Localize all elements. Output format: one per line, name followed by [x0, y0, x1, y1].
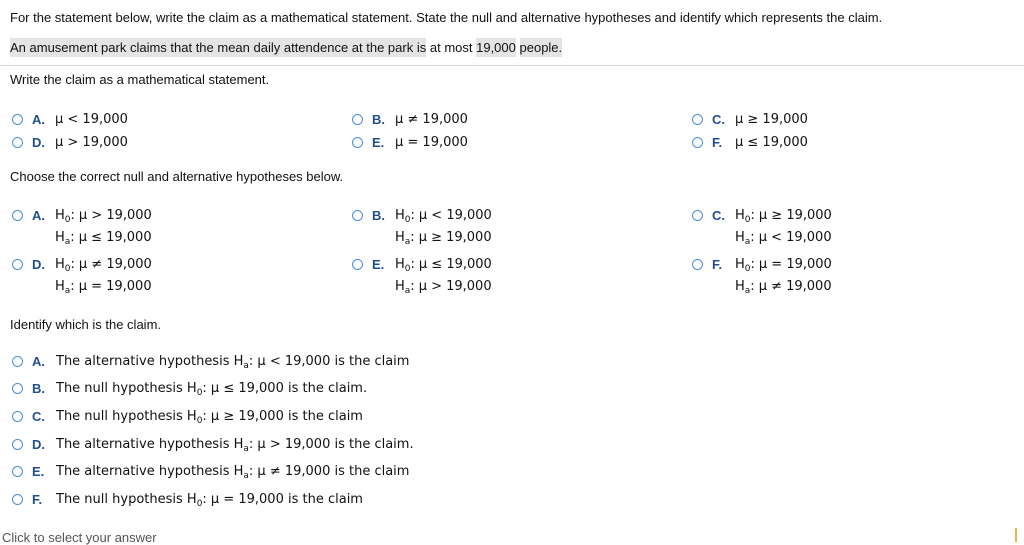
- q2-radio-c[interactable]: [692, 210, 703, 221]
- q1-letter-c: C.: [712, 112, 725, 127]
- q2-letter-a: A.: [32, 208, 45, 223]
- q3-letter-e: E.: [32, 464, 45, 479]
- problem-statement: [10, 40, 562, 55]
- q2-h0-c: $H_0$: μ ≥ 19,000: [735, 208, 832, 225]
- q3-radio-b[interactable]: [12, 383, 23, 394]
- q1-expr-e: μ = 19,000: [395, 135, 468, 150]
- q2-letter-b: B.: [372, 208, 385, 223]
- q1-expr-f: μ ≤ 19,000: [735, 135, 808, 150]
- q3-letter-b: B.: [32, 381, 45, 396]
- q1-letter-a: A.: [32, 112, 45, 127]
- q1-letter-e: E.: [372, 135, 385, 150]
- statement-part4: people.: [519, 40, 563, 55]
- q3-letter-f: F.: [32, 492, 43, 507]
- q3-letter-a: A.: [32, 354, 45, 369]
- q3-text-a: The alternative hypothesis $H_a$: μ < 19,000 is the claim: [56, 354, 410, 371]
- q2-radio-b[interactable]: [352, 210, 363, 221]
- q2-letter-c: C.: [712, 208, 725, 223]
- q3-text-c: The null hypothesis $H_0$: μ ≥ 19,000 is the claim: [56, 409, 363, 426]
- q1-radio-b[interactable]: [352, 114, 363, 125]
- q3-radio-a[interactable]: [12, 356, 23, 367]
- q2-ha-b: $H_a$: μ ≥ 19,000: [395, 230, 492, 247]
- q2-radio-d[interactable]: [12, 259, 23, 270]
- q2-h0-b: $H_0$: μ < 19,000: [395, 208, 492, 225]
- q1-expr-a: μ < 19,000: [55, 112, 128, 127]
- q1-letter-b: B.: [372, 112, 385, 127]
- q2-radio-f[interactable]: [692, 259, 703, 270]
- q3-radio-d[interactable]: [12, 439, 23, 450]
- q1-expr-c: μ ≥ 19,000: [735, 112, 808, 127]
- q2-radio-a[interactable]: [12, 210, 23, 221]
- q3-radio-f[interactable]: [12, 494, 23, 505]
- q2-ha-e: $H_a$: μ > 19,000: [395, 279, 492, 296]
- q3-text-d: The alternative hypothesis $H_a$: μ > 19,000 is the claim.: [56, 437, 414, 454]
- q2-prompt: Choose the correct null and alternative hypotheses below.: [10, 169, 344, 184]
- q3-text-f: The null hypothesis $H_0$: μ = 19,000 is the claim: [56, 492, 363, 509]
- q2-radio-e[interactable]: [352, 259, 363, 270]
- q1-radio-f[interactable]: [692, 137, 703, 148]
- q1-letter-d: D.: [32, 135, 45, 150]
- q1-letter-f: F.: [712, 135, 723, 150]
- q2-letter-e: E.: [372, 257, 385, 272]
- q3-text-e: The alternative hypothesis $H_a$: μ ≠ 19,000 is the claim: [56, 464, 410, 481]
- q1-radio-c[interactable]: [692, 114, 703, 125]
- q1-radio-d[interactable]: [12, 137, 23, 148]
- q2-ha-c: $H_a$: μ < 19,000: [735, 230, 832, 247]
- q2-letter-f: F.: [712, 257, 723, 272]
- q2-h0-f: $H_0$: μ = 19,000: [735, 257, 832, 274]
- q3-prompt: Identify which is the claim.: [10, 317, 162, 332]
- statement-part1: An amusement park claims that the mean daily attendence at the park is: [10, 40, 427, 55]
- q1-radio-a[interactable]: [12, 114, 23, 125]
- q1-prompt: Write the claim as a mathematical statement.: [10, 72, 270, 87]
- divider: [0, 65, 1024, 66]
- q2-h0-a: $H_0$: μ > 19,000: [55, 208, 152, 225]
- statement-part3: 19,000: [476, 40, 516, 55]
- q3-radio-e[interactable]: [12, 466, 23, 477]
- q3-radio-c[interactable]: [12, 411, 23, 422]
- corner-marker: [1015, 528, 1024, 542]
- q2-h0-e: $H_0$: μ ≤ 19,000: [395, 257, 492, 274]
- q3-letter-c: C.: [32, 409, 45, 424]
- q1-expr-d: μ > 19,000: [55, 135, 128, 150]
- q2-h0-d: $H_0$: μ ≠ 19,000: [55, 257, 152, 274]
- q2-ha-a: $H_a$: μ ≤ 19,000: [55, 230, 152, 247]
- q2-letter-d: D.: [32, 257, 45, 272]
- instruction-text: For the statement below, write the claim as a mathematical statement. State the null and alternative hypotheses and identify which represents the claim.: [10, 10, 883, 25]
- q2-ha-f: $H_a$: μ ≠ 19,000: [735, 279, 832, 296]
- q3-text-b: The null hypothesis $H_0$: μ ≤ 19,000 is the claim.: [56, 381, 368, 398]
- q2-ha-d: $H_a$: μ = 19,000: [55, 279, 152, 296]
- statement-part2: at most: [429, 40, 473, 55]
- footer-hint: Click to select your answer: [2, 530, 157, 545]
- q3-letter-d: D.: [32, 437, 45, 452]
- q1-radio-e[interactable]: [352, 137, 363, 148]
- q1-expr-b: μ ≠ 19,000: [395, 112, 468, 127]
